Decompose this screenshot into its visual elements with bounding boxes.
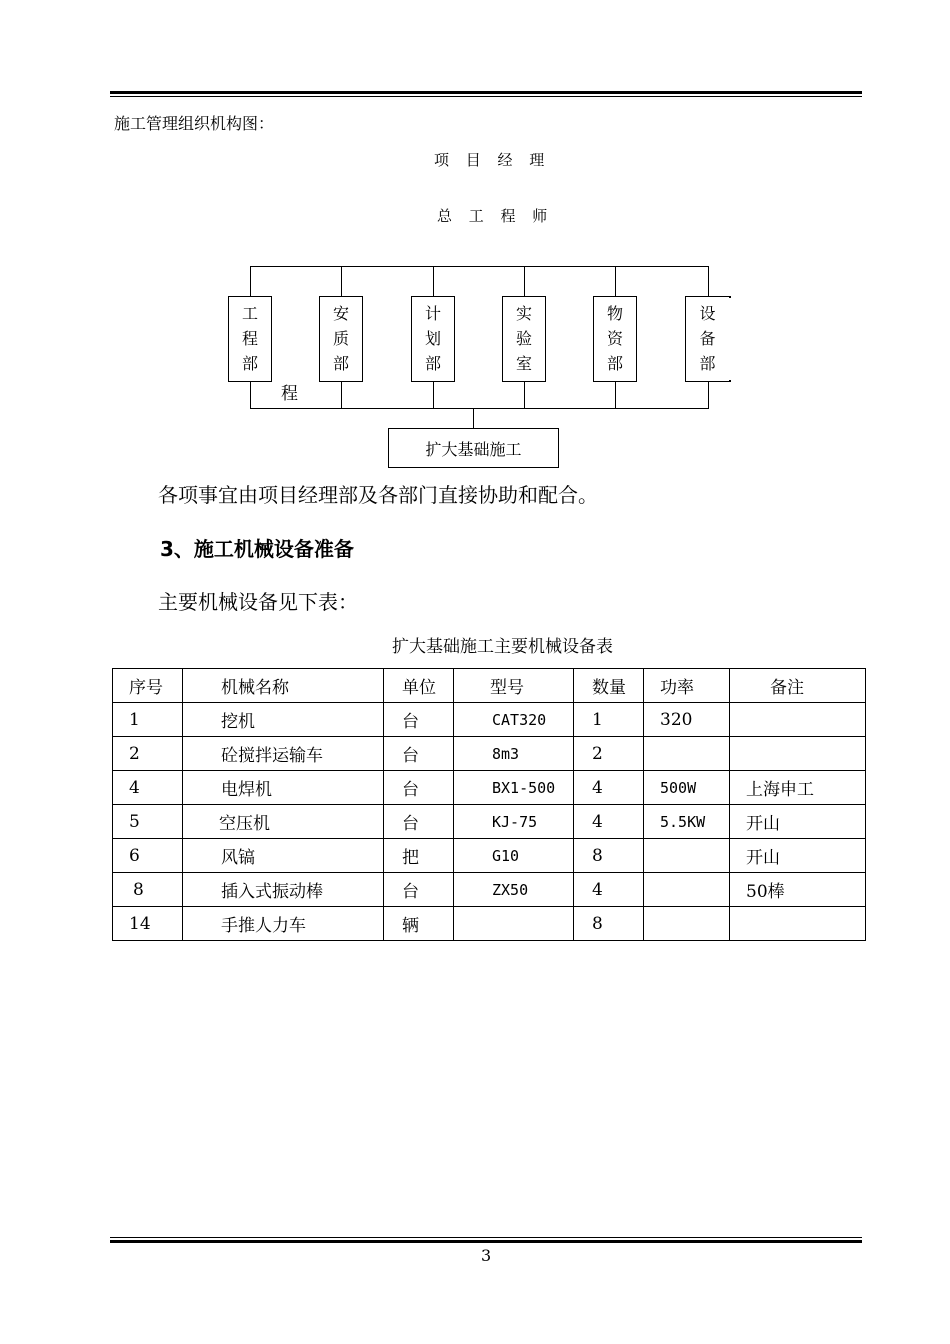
org-drop-4 (524, 266, 525, 296)
org-rise-4 (524, 382, 525, 408)
header-cell-name: 机械名称 (183, 669, 384, 703)
table-row (113, 771, 866, 805)
cell-power: 500W (644, 771, 730, 805)
section-heading: 3、施工机械设备准备 (160, 537, 354, 561)
cell-qty: 4 (574, 873, 644, 907)
org-drop-1 (250, 266, 251, 296)
table-row (113, 737, 866, 771)
cell-no: 2 (113, 737, 183, 771)
cell-no: 5 (113, 805, 183, 839)
cell-unit: 台 (384, 771, 454, 805)
cell-unit: 辆 (384, 907, 454, 941)
cell-power (644, 839, 730, 873)
dept-char: 划 (424, 329, 441, 348)
dept-box-materials (593, 296, 637, 382)
dept-char: 资 (606, 329, 623, 348)
cell-remark: 开山 (730, 805, 866, 839)
dept-char: 安 (332, 304, 349, 323)
page-number: 3 (481, 1246, 492, 1265)
dept-char: 实 (515, 304, 532, 323)
table-intro: 主要机械设备见下表： (158, 590, 358, 614)
cell-remark (730, 703, 866, 737)
cell-remark: 50棒 (730, 873, 866, 907)
org-bottom-drop (473, 408, 474, 428)
dept-char: 部 (606, 354, 623, 373)
cell-model: ZX50 (454, 873, 574, 907)
cell-unit: 台 (384, 737, 454, 771)
header-rule-thick (110, 91, 862, 94)
cell-power (644, 873, 730, 907)
cell-name: 风镐 (183, 839, 384, 873)
cell-name: 砼搅拌运输车 (183, 737, 384, 771)
cell-no: 4 (113, 771, 183, 805)
header-cell-qty: 数量 (574, 669, 644, 703)
dept-char: 部 (699, 354, 716, 373)
table-row (113, 839, 866, 873)
cell-name: 电焊机 (183, 771, 384, 805)
cell-unit: 台 (384, 805, 454, 839)
cell-name: 插入式振动棒 (183, 873, 384, 907)
cell-remark (730, 907, 866, 941)
table-row (113, 873, 866, 907)
org-chart-caption: 施工管理组织机构图： (114, 114, 275, 133)
org-project-manager: 项 目 经 理 (434, 151, 551, 169)
org-drop-3 (433, 266, 434, 296)
cell-qty: 8 (574, 907, 644, 941)
table-header-row (113, 669, 866, 703)
dept-char: 工 (241, 304, 258, 323)
dept-box-safety-quality (319, 296, 363, 382)
table-row (113, 907, 866, 941)
cell-name: 手推人力车 (183, 907, 384, 941)
dept-box-laboratory (502, 296, 546, 382)
cell-power (644, 907, 730, 941)
cell-model (454, 907, 574, 941)
cell-unit: 把 (384, 839, 454, 873)
header-rule-thin (110, 96, 862, 97)
table-title: 扩大基础施工主要机械设备表 (392, 637, 613, 657)
header-cell-no: 序号 (113, 669, 183, 703)
header-cell-power: 功率 (644, 669, 730, 703)
dept-equipment-right-edge-bottom (729, 380, 731, 382)
org-rise-6 (708, 382, 709, 408)
cell-qty: 1 (574, 703, 644, 737)
cell-qty: 2 (574, 737, 644, 771)
org-rise-1 (250, 382, 251, 408)
cell-qty: 4 (574, 805, 644, 839)
org-bottom-bus (250, 408, 709, 409)
cell-unit: 台 (384, 703, 454, 737)
equipment-table (112, 668, 866, 941)
footer-rule-thick (110, 1240, 862, 1243)
cell-model: CAT320 (454, 703, 574, 737)
dept-char: 程 (241, 329, 258, 348)
cell-qty: 4 (574, 771, 644, 805)
org-rise-3 (433, 382, 434, 408)
cell-power: 320 (644, 703, 730, 737)
cell-qty: 8 (574, 839, 644, 873)
dept-char: 部 (424, 354, 441, 373)
dept-char: 设 (699, 304, 716, 323)
org-drop-5 (615, 266, 616, 296)
cell-power: 5.5KW (644, 805, 730, 839)
dept-box-equipment (685, 296, 729, 382)
coordination-paragraph: 各项事宜由项目经理部及各部门直接协助和配合。 (158, 483, 598, 507)
cell-no: 14 (113, 907, 183, 941)
table-row (113, 703, 866, 737)
cell-name: 挖机 (183, 703, 384, 737)
cell-model: KJ-75 (454, 805, 574, 839)
cell-power (644, 737, 730, 771)
dept-char: 质 (332, 329, 349, 348)
org-top-bus (250, 266, 709, 267)
org-foundation-construction-box (388, 428, 559, 468)
dept-char: 备 (699, 329, 716, 348)
cell-remark: 开山 (730, 839, 866, 873)
org-foundation-label: 扩大基础施工 (425, 439, 522, 459)
cell-model: G10 (454, 839, 574, 873)
dept-box-engineering (228, 296, 272, 382)
table-row (113, 805, 866, 839)
cell-no: 1 (113, 703, 183, 737)
cell-no: 6 (113, 839, 183, 873)
cell-model: 8m3 (454, 737, 574, 771)
cell-remark: 上海申工 (730, 771, 866, 805)
footer-rule-thin (110, 1237, 862, 1238)
header-cell-remark: 备注 (730, 669, 866, 703)
cell-model: BX1-500 (454, 771, 574, 805)
dept-char: 计 (424, 304, 441, 323)
header-cell-model: 型号 (454, 669, 574, 703)
dept-box-planning (411, 296, 455, 382)
dept-equipment-right-edge (729, 296, 731, 298)
org-drop-2 (341, 266, 342, 296)
cell-no: 8 (113, 873, 183, 907)
dept-char: 室 (515, 354, 532, 373)
cell-name: 空压机 (183, 805, 384, 839)
cell-remark (730, 737, 866, 771)
org-chief-engineer: 总 工 程 师 (437, 207, 554, 225)
dept-char: 验 (515, 329, 532, 348)
org-drop-6 (708, 266, 709, 296)
header-cell-unit: 单位 (384, 669, 454, 703)
cell-unit: 台 (384, 873, 454, 907)
org-rise-5 (615, 382, 616, 408)
org-stray-char: 程 (281, 384, 298, 404)
dept-char: 部 (241, 354, 258, 373)
org-rise-2 (341, 382, 342, 408)
dept-char: 部 (332, 354, 349, 373)
dept-char: 物 (606, 304, 623, 323)
